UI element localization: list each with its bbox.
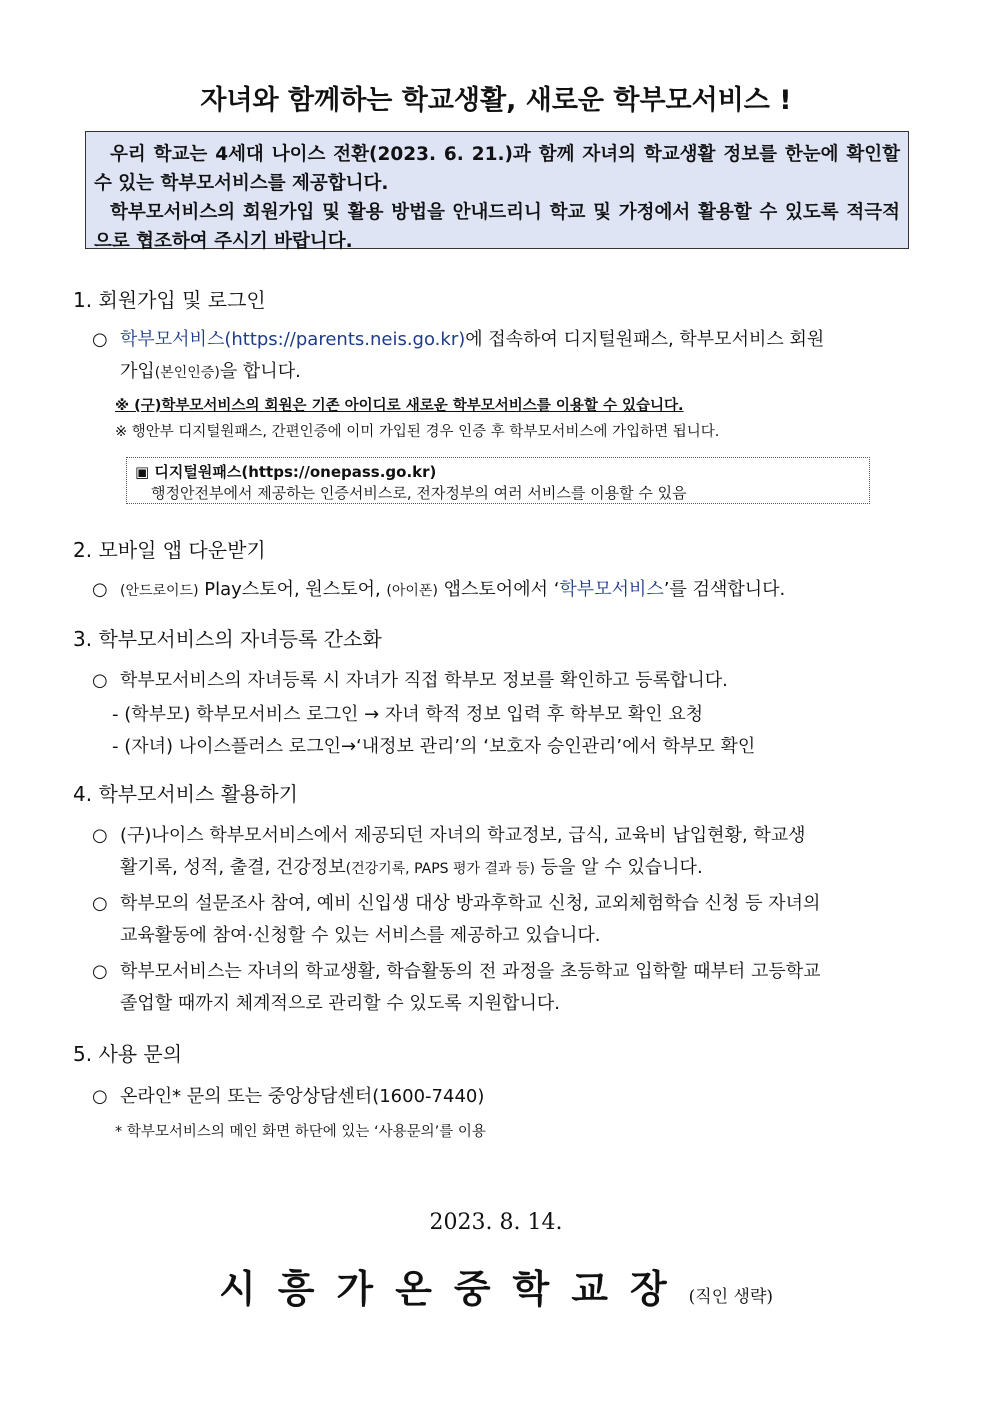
bullet-circle: ○ bbox=[92, 1086, 108, 1107]
section-4-item-3: ○ 학부모서비스는 자녀의 학교생활, 학습활동의 전 과정을 초등학교 입학할 때부터 고등학교 졸업할 때까지 체계적으로 관리할 수 있도록 지원합니다. bbox=[92, 956, 922, 1020]
section-3-dash-1: - (학부모) 학부모서비스 로그인 → 자녀 학적 정보 입력 후 학부모 확인 요청 bbox=[112, 704, 704, 725]
bullet-circle: ○ bbox=[92, 579, 108, 600]
signature bbox=[0, 1258, 992, 1313]
section-5-note: * 학부모서비스의 메인 화면 하단에 있는 ‘사용문의’를 이용 bbox=[115, 1124, 486, 1140]
bullet-circle: ○ bbox=[92, 893, 108, 914]
section-1-note-2: ※ 행안부 디지털원패스, 간편인증에 이미 가입된 경우 인증 후 학부모서비스에 가입하면 됩니다. bbox=[115, 424, 720, 440]
onepass-title: ▣ 디지털원패스(https://onepass.go.kr) bbox=[135, 463, 437, 481]
section-4-item-1: ○ (구)나이스 학부모서비스에서 제공되던 자녀의 학교정보, 급식, 교육비 납입현황, 학교생 활기록, 성적, 출결, 건강정보(건강기록, PAPS 평가 결과 등) 등을 알 수 있습니다. bbox=[92, 820, 922, 885]
onepass-description: 행정안전부에서 제공하는 인증서비스로, 전자정부의 여러 서비스를 이용할 수 있음 bbox=[151, 484, 687, 502]
intro-paragraph-2: 학부모서비스의 회원가입 및 활용 방법을 안내드리니 학교 및 가정에서 활용할 수 있도록 적극적으로 협조하여 주시기 바랍니다. bbox=[94, 202, 900, 252]
bullet-circle: ○ bbox=[92, 329, 108, 350]
section-3-dash-2: - (자녀) 나이스플러스 로그인→‘내정보 관리’의 ‘보호자 승인관리’에서 학부모 확인 bbox=[112, 736, 756, 757]
section-4-heading: 4. 학부모서비스 활용하기 bbox=[73, 782, 298, 806]
onepass-info-box bbox=[126, 457, 870, 504]
document-date: 2023. 8. 14. bbox=[429, 1210, 563, 1235]
parents-link[interactable]: 학부모서비스(https://parents.neis.go.kr) bbox=[120, 329, 466, 350]
section-1-item: ○ 학부모서비스(https://parents.neis.go.kr)에 접속하여 디지털원패스, 학부모서비스 회원 가입(본인인증)을 합니다. bbox=[92, 324, 922, 389]
intro-paragraph-1: 우리 학교는 4세대 나이스 전환(2023. 6. 21.)과 함께 자녀의 학교생활 정보를 한눈에 확인할 수 있는 학부모서비스를 제공합니다. bbox=[94, 144, 900, 194]
section-2-item: ○ (안드로이드) Play스토어, 원스토어, (아이폰) 앱스토어에서 ‘학부모서비스’를 검색합니다. bbox=[92, 574, 922, 607]
section-2-heading: 2. 모바일 앱 다운받기 bbox=[73, 538, 266, 562]
document-title: 자녀와 함께하는 학교생활, 새로운 학부모서비스 ! bbox=[200, 85, 792, 116]
section-3-item: ○ 학부모서비스의 자녀등록 시 자녀가 직접 학부모 정보를 확인하고 등록합니다. bbox=[92, 665, 922, 697]
section-5-item: ○ 온라인* 문의 또는 중앙상담센터(1600-7440) bbox=[92, 1081, 922, 1113]
bullet-circle: ○ bbox=[92, 825, 108, 846]
section-4-item-2: ○ 학부모의 설문조사 참여, 예비 신입생 대상 방과후학교 신청, 교외체험학습 신청 등 자녀의 교육활동에 참여·신청할 수 있는 서비스를 제공하고 있습니다. bbox=[92, 888, 922, 952]
section-5-heading: 5. 사용 문의 bbox=[73, 1042, 183, 1066]
section-1-note-1: ※ (구)학부모서비스의 회원은 기존 아이디로 새로운 학부모서비스를 이용할 수 있습니다. bbox=[115, 398, 684, 414]
bullet-circle: ○ bbox=[92, 670, 108, 691]
section-1-heading: 1. 회원가입 및 로그인 bbox=[73, 288, 266, 312]
seal-omitted-note: (직인 생략) bbox=[688, 1287, 774, 1307]
school-name: 시흥가온중학교장 bbox=[218, 1266, 689, 1311]
app-name: 학부모서비스 bbox=[559, 579, 664, 600]
intro-box bbox=[85, 131, 909, 252]
bullet-circle: ○ bbox=[92, 961, 108, 982]
section-3-heading: 3. 학부모서비스의 자녀등록 간소화 bbox=[73, 627, 382, 651]
